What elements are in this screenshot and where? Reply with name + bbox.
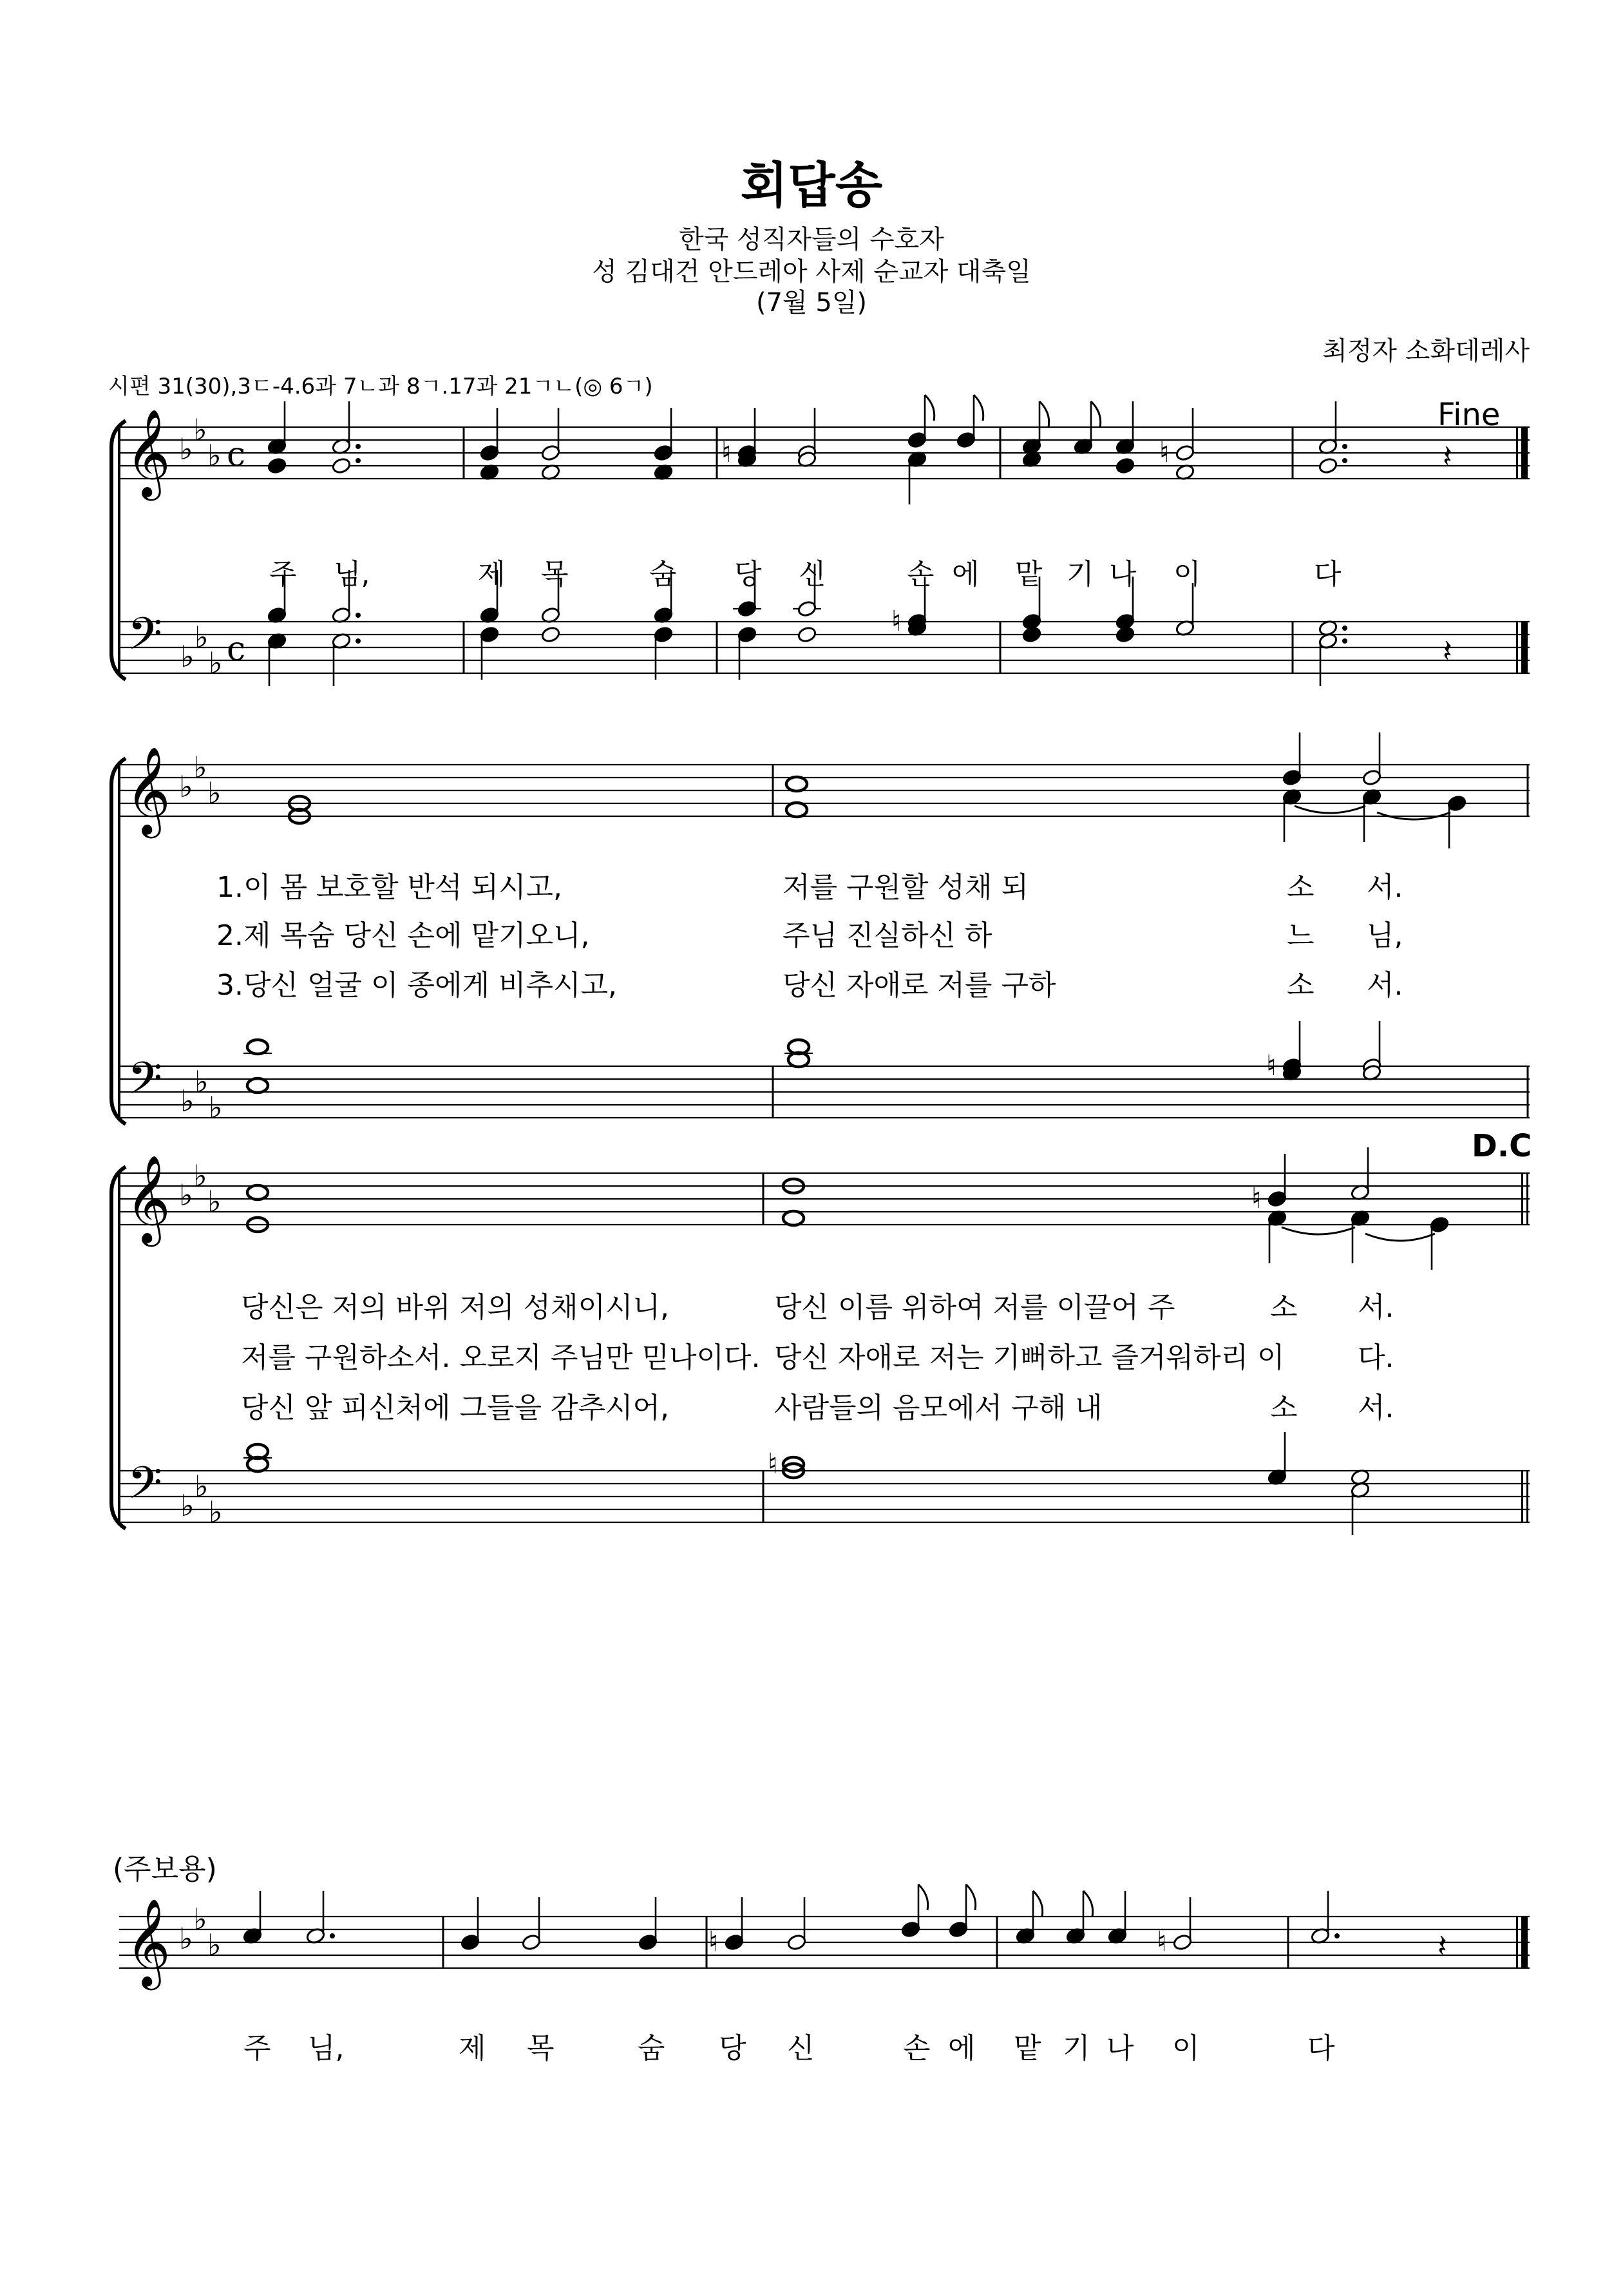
half-note	[797, 626, 817, 643]
subtitle-line1: 한국 성직자들의 수호자	[679, 225, 944, 254]
flat-sign: ♭	[193, 1902, 207, 1937]
half-note	[1318, 457, 1338, 474]
barline	[1292, 622, 1294, 673]
lyric-syllable: 다	[1314, 558, 1342, 591]
barline	[716, 427, 718, 479]
lyric-syllable: 에	[952, 558, 980, 591]
verse-line: 2.제 목숨 당신 손에 맡기오니,	[216, 919, 590, 952]
augmentation-dot	[330, 1933, 335, 1938]
flat-sign: ♭	[207, 1184, 222, 1219]
double-barline	[1521, 1173, 1523, 1225]
system-barline	[118, 1173, 120, 1522]
note-flag	[918, 1884, 928, 1910]
whole-note	[786, 803, 807, 817]
lyric-syllable: 이	[1172, 2032, 1200, 2065]
barline	[1000, 622, 1001, 673]
verse-line: 소	[1270, 1392, 1298, 1424]
double-barline	[1526, 1173, 1528, 1225]
augmentation-dot	[1342, 626, 1347, 631]
lyric-syllable: 에	[948, 2032, 976, 2065]
whole-note	[247, 1185, 268, 1200]
treble-clef: 𝄞	[126, 408, 171, 497]
barline	[1287, 1917, 1289, 1968]
tie	[1295, 806, 1365, 813]
lyric-syllable: 주	[269, 558, 297, 591]
treble-clef: 𝄞	[126, 1154, 171, 1243]
barline	[1000, 427, 1001, 479]
flat-sign: ♭	[195, 620, 209, 655]
note-flag	[966, 1884, 976, 1910]
barline	[716, 622, 718, 673]
lyric-syllable: 나	[1109, 558, 1137, 591]
flat-sign: ♭	[179, 1178, 193, 1212]
barline	[996, 1917, 998, 1968]
natural-sign: ♮	[1159, 436, 1170, 469]
quarter-note	[1021, 626, 1041, 643]
lyric-syllable: 숨	[649, 558, 677, 591]
bass-clef: 𝄢	[128, 607, 163, 671]
natural-sign: ♮	[708, 1926, 719, 1958]
subtitle-line2: 성 김대건 안드레아 사제 순교자 대축일	[592, 257, 1031, 287]
lyric-syllable: 주	[243, 2032, 271, 2065]
final-barline	[1516, 427, 1518, 479]
treble-clef: 𝄞	[126, 745, 171, 834]
verse-line: 3.당신 얼굴 이 종에게 비추시고,	[216, 969, 617, 1002]
flat-sign: ♭	[207, 438, 222, 473]
verse-line: 사람들의 음모에서 구해 내	[774, 1392, 1103, 1424]
final-barline	[1521, 622, 1528, 673]
flat-sign: ♭	[207, 776, 222, 810]
barline	[1527, 765, 1529, 816]
barline	[763, 1471, 764, 1522]
double-barline	[1521, 1471, 1523, 1522]
note-flag	[1091, 401, 1101, 427]
bulletin-label: (주보용)	[113, 1853, 217, 1886]
natural-sign: ♮	[1251, 1182, 1262, 1215]
verse-line: 서.	[1358, 1392, 1394, 1424]
system-barline	[118, 427, 120, 673]
flat-sign: ♭	[193, 750, 207, 785]
flat-sign: ♭	[195, 1064, 209, 1099]
lyric-syllable: 제	[478, 558, 506, 591]
bass-clef: 𝄢	[128, 1457, 163, 1520]
lyric-syllable: 다	[1307, 2032, 1335, 2065]
lyric-syllable: 님,	[308, 2032, 345, 2065]
lyric-syllable: 손	[907, 558, 935, 591]
lyric-syllable: 손	[903, 2032, 931, 2065]
flat-sign: ♭	[179, 1921, 193, 1956]
whole-note	[247, 1078, 268, 1093]
natural-sign: ♮	[1157, 1926, 1167, 1958]
treble-clef: 𝄞	[126, 1897, 171, 1986]
verse-line: 다.	[1358, 1341, 1394, 1374]
flat-sign: ♭	[180, 1084, 195, 1118]
lyric-syllable: 맡	[1015, 558, 1043, 591]
lyric-syllable: 이	[1173, 558, 1201, 591]
lyric-syllable: 목	[541, 558, 569, 591]
barline	[463, 622, 465, 673]
verse-line: 느	[1287, 919, 1315, 952]
common-time: c	[227, 630, 246, 669]
flat-sign: ♭	[209, 1090, 223, 1125]
verse-line: 소	[1270, 1291, 1298, 1324]
lyric-syllable: 신	[787, 2032, 815, 2065]
verse-line: 님,	[1367, 919, 1403, 952]
natural-sign: ♮	[891, 605, 902, 638]
note-flag	[1039, 401, 1049, 427]
lyric-syllable: 당	[734, 558, 762, 591]
natural-sign: ♮	[768, 1448, 778, 1480]
flat-sign: ♭	[180, 639, 195, 674]
quarter-note	[1115, 626, 1135, 643]
feast-date: (7월 5일)	[755, 288, 868, 318]
verse-line: 당신 앞 피신처에 그들을 감추시어,	[241, 1392, 669, 1424]
whole-note	[783, 1211, 804, 1225]
da-capo-mark: D.C	[1472, 1128, 1532, 1164]
augmentation-dot	[356, 458, 361, 463]
barline	[706, 1917, 708, 1968]
verse-line: 당신 이름 위하여 저를 이끌어 주	[774, 1291, 1175, 1324]
tie	[1282, 1227, 1355, 1234]
barline	[772, 1066, 774, 1118]
augmentation-dot	[356, 444, 361, 449]
note-flag	[1083, 1891, 1093, 1917]
flat-sign: ♭	[180, 1488, 195, 1523]
verse-line: 소	[1287, 969, 1315, 1002]
barline	[463, 427, 465, 479]
barline	[442, 1917, 444, 1968]
half-note	[331, 457, 351, 474]
flat-sign: ♭	[209, 646, 223, 680]
augmentation-dot	[1342, 444, 1347, 449]
lyric-syllable: 숨	[638, 2032, 665, 2065]
whole-note	[247, 1040, 268, 1054]
lyric-syllable: 기	[1063, 2032, 1090, 2065]
flat-sign: ♭	[179, 432, 193, 466]
verse-line: 저를 구원하소서. 오로지 주님만 믿나이다.	[241, 1341, 761, 1374]
final-barline	[1521, 1917, 1528, 1968]
barline	[1527, 1066, 1529, 1118]
quarter-rest: 𝄽	[1438, 1928, 1447, 1964]
lyric-syllable: 나	[1106, 2032, 1134, 2065]
flat-sign: ♭	[207, 1928, 222, 1962]
augmentation-dot	[1334, 1933, 1340, 1938]
quarter-rest: 𝄽	[1443, 439, 1452, 475]
verse-line: 당신 자애로 저를 구하	[783, 969, 1056, 1002]
double-barline	[1526, 1471, 1528, 1522]
lyric-syllable: 맡	[1014, 2032, 1041, 2065]
flat-sign: ♭	[195, 1469, 209, 1504]
fine-mark: Fine	[1438, 397, 1501, 433]
lyric-syllable: 제	[459, 2032, 486, 2065]
half-note	[540, 626, 560, 643]
final-barline	[1521, 427, 1528, 479]
page-title: 회답송	[740, 157, 883, 214]
system-barline	[118, 765, 120, 1118]
quarter-rest: 𝄽	[1443, 633, 1452, 669]
verse-line: 당신 자애로 저는 기뻐하고 즐거워하리 이	[774, 1341, 1285, 1374]
quarter-note	[267, 457, 287, 474]
lyric-syllable: 신	[799, 558, 826, 591]
natural-sign: ♮	[721, 436, 732, 469]
flat-sign: ♭	[179, 769, 193, 804]
final-barline	[1516, 622, 1518, 673]
verse-line: 서.	[1367, 969, 1403, 1002]
final-barline	[1516, 1917, 1518, 1968]
augmentation-dot	[356, 638, 361, 644]
barline	[763, 1173, 764, 1225]
augmentation-dot	[1342, 458, 1347, 463]
psalm-reference: 시편 31(30),3ㄷ-4.6과 7ㄴ과 8ㄱ.17과 21ㄱㄴ(◎ 6ㄱ)	[108, 374, 653, 399]
augmentation-dot	[356, 613, 361, 618]
note-flag	[1033, 1891, 1043, 1917]
lyric-syllable: 님,	[334, 558, 370, 591]
augmentation-dot	[1342, 638, 1347, 644]
lyric-syllable: 당	[719, 2032, 746, 2065]
tie	[1365, 1234, 1435, 1241]
lyric-syllable: 기	[1067, 558, 1094, 591]
flat-sign: ♭	[193, 412, 207, 447]
verse-line: 1.이 몸 보호할 반석 되시고,	[216, 871, 562, 904]
lyric-syllable: 목	[527, 2032, 555, 2065]
note-flag	[974, 395, 983, 421]
bass-clef: 𝄢	[128, 1052, 163, 1115]
verse-line: 주님 진실하신 하	[783, 919, 992, 952]
flat-sign: ♭	[209, 1495, 223, 1529]
quarter-note	[1115, 457, 1135, 474]
flat-sign: ♭	[193, 1158, 207, 1193]
whole-note	[786, 777, 807, 791]
verse-line: 서.	[1358, 1291, 1394, 1324]
verse-line: 저를 구원할 성채 되	[783, 871, 1029, 904]
verse-line: 소	[1287, 871, 1315, 904]
note-flag	[925, 395, 935, 421]
barline	[1292, 427, 1294, 479]
barline	[772, 765, 774, 816]
composer: 최정자 소화데레사	[1322, 336, 1530, 366]
natural-sign: ♮	[1266, 1049, 1277, 1082]
verse-line: 서.	[1367, 871, 1403, 904]
common-time: c	[227, 435, 246, 474]
verse-line: 당신은 저의 바위 저의 성채이시니,	[241, 1291, 669, 1324]
